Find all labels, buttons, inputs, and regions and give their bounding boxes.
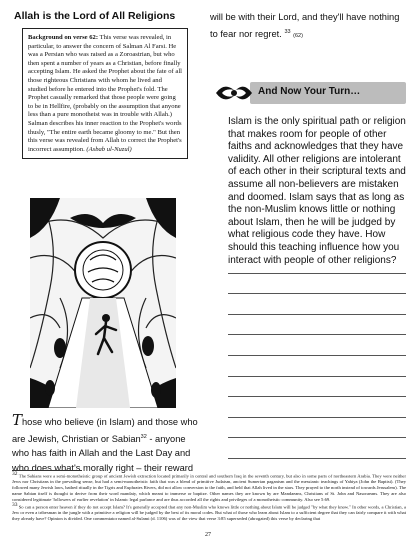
verse-62-end: [210, 10, 406, 43]
answer-line[interactable]: [228, 274, 406, 295]
answer-line[interactable]: [228, 438, 406, 459]
right-column: [210, 10, 406, 43]
answer-line[interactable]: [228, 418, 406, 439]
your-turn-label: And Now Your Turn…: [258, 86, 361, 97]
left-column: [12, 10, 200, 159]
illustration-path-of-light: [30, 198, 176, 408]
background-heading: Background on verse 62:: [28, 34, 99, 41]
answer-line[interactable]: [228, 315, 406, 336]
footnote-ref-32[interactable]: 32: [140, 433, 147, 440]
footnote-33: $^{33}$ So can a person enter heaven if they do not accept Islam? It's generally accepted that any non-Muslim who knows little or nothing about Islam will be judged "by what they know." In other words, a Christian, a Jew or even a tribesman in the jungle with a primitive a religion will be judged by the best of its moral codes. But what of those who learn about Islam to a sufficient degree that they can fairly compare it with what they already have? Opinion is divided. One commentator named al-Sulami (d. 1106) was of the view that verse 3:85 superseded (abrogated) this verse by declaring that: [12, 501, 406, 521]
answer-line[interactable]: [228, 253, 406, 274]
footnotes: [12, 472, 406, 521]
answer-line[interactable]: [228, 356, 406, 377]
verse-62-start: [12, 413, 202, 475]
background-box: [22, 28, 188, 159]
verse-number: (62): [293, 32, 303, 39]
verse-text-2: - anyone who has faith in Allah and the Last Day and who does what's morally right – their reward: [12, 433, 194, 473]
answer-line[interactable]: [228, 377, 406, 398]
answer-lines[interactable]: [228, 253, 406, 459]
footnote-divider: [12, 470, 82, 471]
footnote-ref-33[interactable]: 33: [284, 28, 291, 35]
background-text: This verse was revealed, in particular, to answer the concern of Salman Al Farsi. He was a Persian who was raised as a Zoroastrian, but who then spent a number of years as a Christian, before finally accepting Islam. He asked the Prophet about the fate of all those righteous Christians with whom he lived and studied before he entered into the Prophet's fold. The Prophet casually remarked that those people were going to be in Hellfire, (probably on the assumption that anyone less than a pure monotheist was in trouble with Allah.) Salman describes his inner reaction to the Prophet's words thusly, "The entire earth became gloomy to me." But then this verse was revealed from Allah to correct the Prophet's incorrect assumption.: [28, 34, 182, 153]
answer-line[interactable]: [228, 335, 406, 356]
background-cite: (Asbab ul-Nuzul): [86, 145, 132, 153]
page-number: 27: [205, 532, 211, 538]
verse-text-3: will be with their Lord, and they'll have nothing to fear nor regret.: [210, 12, 400, 39]
answer-line[interactable]: [228, 294, 406, 315]
verse-text-1: hose who believe (in Islam) and those who are Jewish, Christian or Sabian: [12, 417, 198, 444]
verse-drop-cap: T: [12, 411, 23, 429]
ornament-icon: [214, 80, 254, 106]
section-title: Allah is the Lord of All Religions: [14, 10, 176, 22]
your-turn-header: [210, 78, 406, 108]
reflection-question: Islam is the only spiritual path or religion that makes room for people of other faiths and acknowledges that they have validity. All other religions are intolerant of each other in their scriptural texts and assume all non-believers are mistaken and doomed. Islam says that as long as the non-Muslim knows little or nothing about Islam, then he will be judged by what religious code they have. How should this teaching influence how you interact with people of other religions?: [228, 116, 406, 266]
footnote-32: $^{32}$ The Sabians were a semi-monotheistic group of ancient Jewish extraction located primarily in central and southern Iraq in the seventh century, but also in some parts of northeastern Arabia. They were neither Jews nor Christians in the prevailing sense, but had a semi-monotheistic faith that was a blend of primitive Judaism, ancient Sumerian paganism and the messianic teachings of Yahiya (John the Baptist). (They followed many Jewish laws, bathed ritually in the Tigris and Euphrates Rivers, did not allow conversion to the faith, and held that Allah lived in the stars. They prayed to the north instead of towards Jerusalem). The name Sabian itself is thought to derive from their word mandaiy, which meant to immerse or baptize. Other names they are known by are Mandaeans, Christians of St. John and Nasoraeans. They are also considered legitimate 'followers of earlier revelation' in Islamic legal parlance and are thus accorded all the rights and privileges of a monotheistic community. Also see 5:69.: [12, 471, 406, 502]
answer-line[interactable]: [228, 397, 406, 418]
